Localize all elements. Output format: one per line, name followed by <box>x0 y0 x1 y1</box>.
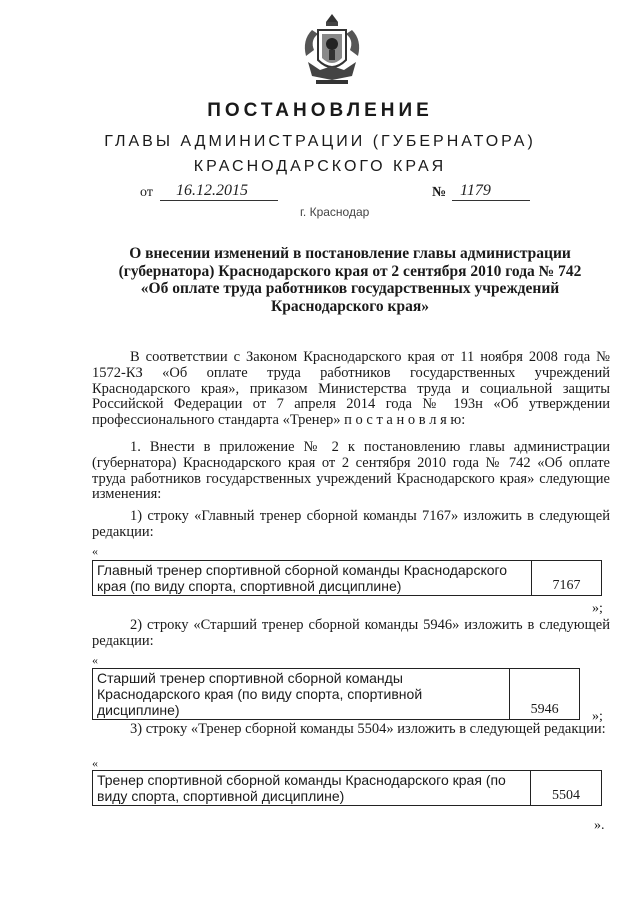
table-cell-value: 7167 <box>532 561 602 596</box>
open-quote: « <box>92 544 98 558</box>
table-cell-value: 5946 <box>510 669 580 720</box>
close-quote: »; <box>592 709 603 724</box>
table-row <box>93 561 602 596</box>
table-cell-title: Тренер спортивной сборной команды Краснодарского края (по виду спорта, спортивной дисциплине) <box>93 771 531 806</box>
table-cell-title: Старший тренер спортивной сборной команды Краснодарского края (по виду спорта, спортивной дисциплине) <box>93 669 510 720</box>
subject-line: (губернатора) Краснодарского края от 2 сентября 2010 года № 742 <box>118 262 582 280</box>
table-row <box>93 771 602 806</box>
number-underline <box>452 200 530 201</box>
item-3-text: 3) строку «Тренер сборной команды 5504» изложить в следующей редакции: <box>130 721 606 737</box>
close-quote: »; <box>592 601 603 616</box>
clause-1-paragraph: 1. Внести в приложение № 2 к постановлению главы администрации (губернатора) Краснодарского края от 2 сентября 2010 года № 742 «Об оплате труда работников государственных учреждений Краснодарского края» следующие изменения: <box>92 439 610 503</box>
item-1-text: 1) строку «Главный тренер сборной команды 7167» изложить в следующей редакции: <box>92 508 610 540</box>
subject-line: О внесении изменений в постановление главы администрации <box>129 245 571 262</box>
replacement-table-3 <box>92 770 602 806</box>
number-value: 1179 <box>460 182 491 199</box>
date-prefix: от <box>140 185 153 200</box>
replacement-table-2 <box>92 668 580 720</box>
document-title: ПОСТАНОВЛЕНИЕ <box>207 100 433 121</box>
subject-line: «Об оплате труда работников государственных учреждений <box>140 280 560 297</box>
table-cell-value: 5504 <box>531 771 602 806</box>
open-quote: « <box>92 653 98 667</box>
replacement-table-1 <box>92 560 602 596</box>
issuer-line-2: КРАСНОДАРСКОГО КРАЯ <box>193 158 447 175</box>
table-cell-title: Главный тренер спортивной сборной команды Краснодарского края (по виду спорта, спортивной дисциплине) <box>93 561 532 596</box>
number-prefix: № <box>432 185 447 200</box>
date-value: 16.12.2015 <box>176 182 248 199</box>
city-label: г. Краснодар <box>300 205 370 219</box>
subject-heading <box>90 245 610 315</box>
coat-of-arms-icon <box>296 10 368 88</box>
date-underline <box>160 200 278 201</box>
open-quote: « <box>92 756 98 770</box>
table-row <box>93 669 580 720</box>
subject-line: Краснодарского края» <box>270 297 429 315</box>
close-quote: ». <box>594 818 605 833</box>
item-2-text: 2) строку «Старший тренер сборной команды 5946» изложить в следующей редакции: <box>92 617 610 649</box>
issuer-line-1: ГЛАВЫ АДМИНИСТРАЦИИ (ГУБЕРНАТОРА) <box>104 133 536 150</box>
preamble-paragraph: В соответствии с Законом Краснодарского края от 11 ноября 2008 года № 1572-КЗ «Об оплате труда работников государственных учреждений Краснодарского края», приказом Министерства труда и социальной защиты Российской Федерации от 7 апреля 2014 года № 193н «Об утверждении профессионального стандарта «Тренер» п о с т а н о в л я ю: <box>92 349 610 429</box>
